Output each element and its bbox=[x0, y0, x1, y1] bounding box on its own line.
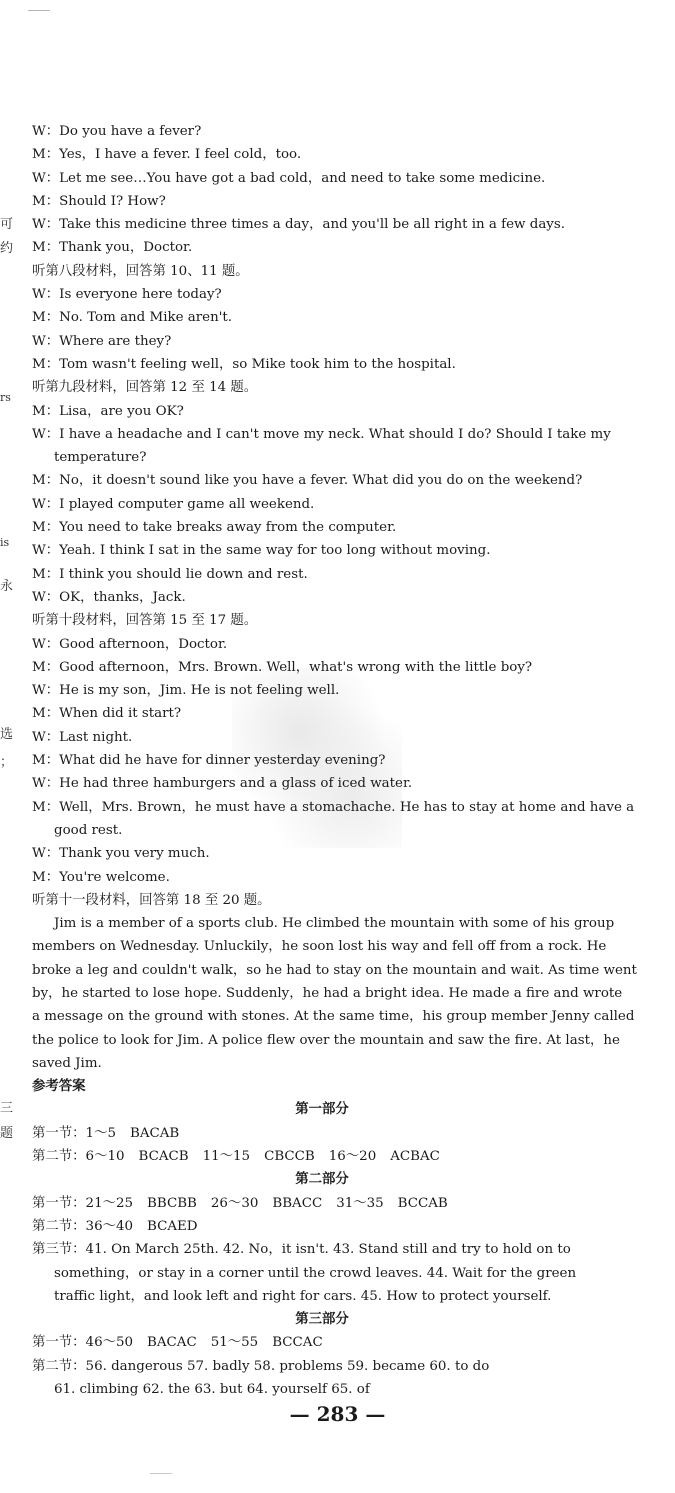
answer-row bbox=[32, 1145, 612, 1168]
dialogue-line: M：Should I? How? bbox=[32, 193, 166, 209]
passage bbox=[32, 912, 637, 1075]
margin-fragment: 题 bbox=[0, 1126, 14, 1141]
dialogue-line: M：Thank you，Doctor. bbox=[32, 240, 193, 256]
section-instruction: 听第九段材料，回答第 12 至 14 题。 bbox=[32, 380, 258, 396]
part-title: 第二部分 bbox=[295, 1172, 349, 1188]
part-title: 第三部分 bbox=[295, 1312, 349, 1328]
passage-line: a message on the ground with stones. At the same time，his group member Jenny called bbox=[32, 1009, 635, 1025]
dialogue-line: M：Lisa，are you OK? bbox=[32, 403, 184, 419]
answer-row: 第二节：56. dangerous 57. badly 58. problems 59. became 60. to do bbox=[32, 1358, 490, 1374]
margin-fragment: 选 bbox=[0, 727, 14, 742]
answer-group: BCACB bbox=[138, 1149, 189, 1165]
answer-label: 第一节：21～25 bbox=[32, 1195, 134, 1211]
dialogue-line: M：No，it doesn't sound like you have a fever. What did you do on the weekend? bbox=[32, 473, 583, 489]
answer-range: 51～55 bbox=[210, 1335, 259, 1351]
answer-range: 31～35 bbox=[336, 1195, 384, 1211]
answer-group: BCAED bbox=[147, 1218, 198, 1234]
margin-fragment: rs bbox=[0, 391, 11, 404]
dialogue-line: W：Is everyone here today? bbox=[32, 287, 222, 303]
answer-row-continued: something，or stay in a corner until the crowd leaves. 44. Wait for the green bbox=[54, 1265, 577, 1281]
dialogue-line: M：When did it start? bbox=[32, 706, 182, 722]
passage-line: the police to look for Jim. A police flew over the mountain and saw the fire. At last，he bbox=[32, 1032, 620, 1048]
dialogue-line: W：He is my son，Jim. He is not feeling well. bbox=[32, 683, 340, 699]
answer-key-heading: 参考答案 bbox=[32, 1079, 86, 1095]
dialogue-line: W：OK，thanks，Jack. bbox=[32, 589, 186, 605]
dialogue-line: M：Yes，I have a fever. I feel cold，too. bbox=[32, 147, 302, 163]
answer-group: BBCBB bbox=[147, 1195, 197, 1211]
answer-group: BCCAC bbox=[272, 1335, 323, 1351]
dialogue-line: W：He had three hamburgers and a glass of iced water. bbox=[32, 776, 413, 792]
answer-range: 11～15 bbox=[202, 1149, 251, 1165]
answer-label: 第二节：6～10 bbox=[32, 1149, 125, 1165]
dialogue-line: M：I think you should lie down and rest. bbox=[32, 566, 308, 582]
dialogue-line: W：Let me see…You have got a bad cold，and need to take some medicine. bbox=[32, 170, 546, 186]
answer-key bbox=[32, 1075, 612, 1401]
answer-range: 16～20 bbox=[328, 1149, 377, 1165]
dialogue-line: W：Last night. bbox=[32, 729, 133, 745]
dialogue-line: W：Where are they? bbox=[32, 333, 172, 349]
part-title: 第一部分 bbox=[295, 1102, 349, 1118]
passage-line: saved Jim. bbox=[32, 1055, 102, 1071]
answer-row bbox=[32, 1122, 612, 1145]
answer-group: ACBAC bbox=[390, 1149, 440, 1165]
dialogue-line: M：You're welcome. bbox=[32, 869, 170, 885]
dialogue-line: M：Good afternoon，Mrs. Brown. Well，what's wrong with the little boy? bbox=[32, 659, 533, 675]
answer-label: 第一节：46～50 bbox=[32, 1335, 134, 1351]
dialogue-line: M：No. Tom and Mike aren't. bbox=[32, 310, 233, 326]
dialogue-line-continued: good rest. bbox=[54, 822, 123, 838]
dialogue-line: W：I have a headache and I can't move my neck. What should I do? Should I take my bbox=[32, 426, 611, 442]
answer-group: BACAC bbox=[147, 1335, 197, 1351]
passage-line: broke a leg and couldn't walk，so he had to stay on the mountain and wait. As time went bbox=[32, 962, 637, 978]
main-content bbox=[32, 120, 637, 1401]
answer-row bbox=[32, 1192, 612, 1215]
dialogue-line: W：Good afternoon，Doctor. bbox=[32, 636, 228, 652]
dialogue-line: M：Tom wasn't feeling well，so Mike took him to the hospital. bbox=[32, 356, 456, 372]
answer-group: BCCAB bbox=[397, 1195, 448, 1211]
section-instruction: 听第八段材料，回答第 10、11 题。 bbox=[32, 263, 249, 279]
margin-fragment: ； bbox=[0, 755, 14, 770]
dialogue-line: M：You need to take breaks away from the computer. bbox=[32, 520, 397, 536]
section-instruction: 听第十段材料，回答第 15 至 17 题。 bbox=[32, 613, 258, 629]
margin-fragment: 可 bbox=[0, 217, 14, 232]
answer-row bbox=[32, 1215, 612, 1238]
answer-label: 第二节：36～40 bbox=[32, 1218, 134, 1234]
passage-line: by，he started to lose hope. Suddenly，he had a bright idea. He made a fire and wrote bbox=[32, 985, 623, 1001]
passage-line: Jim is a member of a sports club. He climbed the mountain with some of his group bbox=[54, 916, 615, 932]
dialogue-line: W：Yeah. I think I sat in the same way for too long without moving. bbox=[32, 543, 491, 559]
dialogue-line: W：I played computer game all weekend. bbox=[32, 496, 315, 512]
dialogue-line: M：What did he have for dinner yesterday evening? bbox=[32, 753, 386, 769]
answer-group: BBACC bbox=[272, 1195, 323, 1211]
top-edge-mark bbox=[28, 10, 50, 11]
dialogue-line: W：Thank you very much. bbox=[32, 846, 210, 862]
answer-row-continued: 61. climbing 62. the 63. but 64. yourself 65. of bbox=[54, 1382, 370, 1398]
answer-row-continued: traffic light，and look left and right for cars. 45. How to protect yourself. bbox=[54, 1288, 552, 1304]
answer-label: 第一节：1～5 bbox=[32, 1125, 116, 1141]
answer-row bbox=[32, 1331, 612, 1354]
section-instruction: 听第十一段材料，回答第 18 至 20 题。 bbox=[32, 892, 271, 908]
answer-row: 第三节：41. On March 25th. 42. No，it isn't. 43. Stand still and try to hold on to bbox=[32, 1242, 571, 1258]
margin-fragment: is bbox=[0, 536, 10, 549]
dialogue-line: W：Take this medicine three times a day，and you'll be all right in a few days. bbox=[32, 217, 565, 233]
answer-group: CBCCB bbox=[264, 1149, 315, 1165]
dialogue-line: M：Well，Mrs. Brown，he must have a stomachache. He has to stay at home and have a bbox=[32, 799, 635, 815]
answer-range: 26～30 bbox=[210, 1195, 259, 1211]
page-number: — 283 — bbox=[289, 1402, 386, 1426]
margin-fragment: 永 bbox=[0, 579, 14, 594]
dialogue-line-continued: temperature? bbox=[54, 450, 147, 466]
passage-line: members on Wednesday. Unluckily，he soon lost his way and fell off from a rock. He bbox=[32, 939, 607, 955]
dialogue-section bbox=[32, 120, 635, 912]
bottom-edge-mark bbox=[150, 1473, 172, 1474]
dialogue-line: W：Do you have a fever? bbox=[32, 124, 202, 139]
answer-group: BACAB bbox=[130, 1125, 180, 1141]
margin-fragment: 三 bbox=[0, 1101, 14, 1116]
margin-fragment: 约 bbox=[0, 241, 14, 256]
